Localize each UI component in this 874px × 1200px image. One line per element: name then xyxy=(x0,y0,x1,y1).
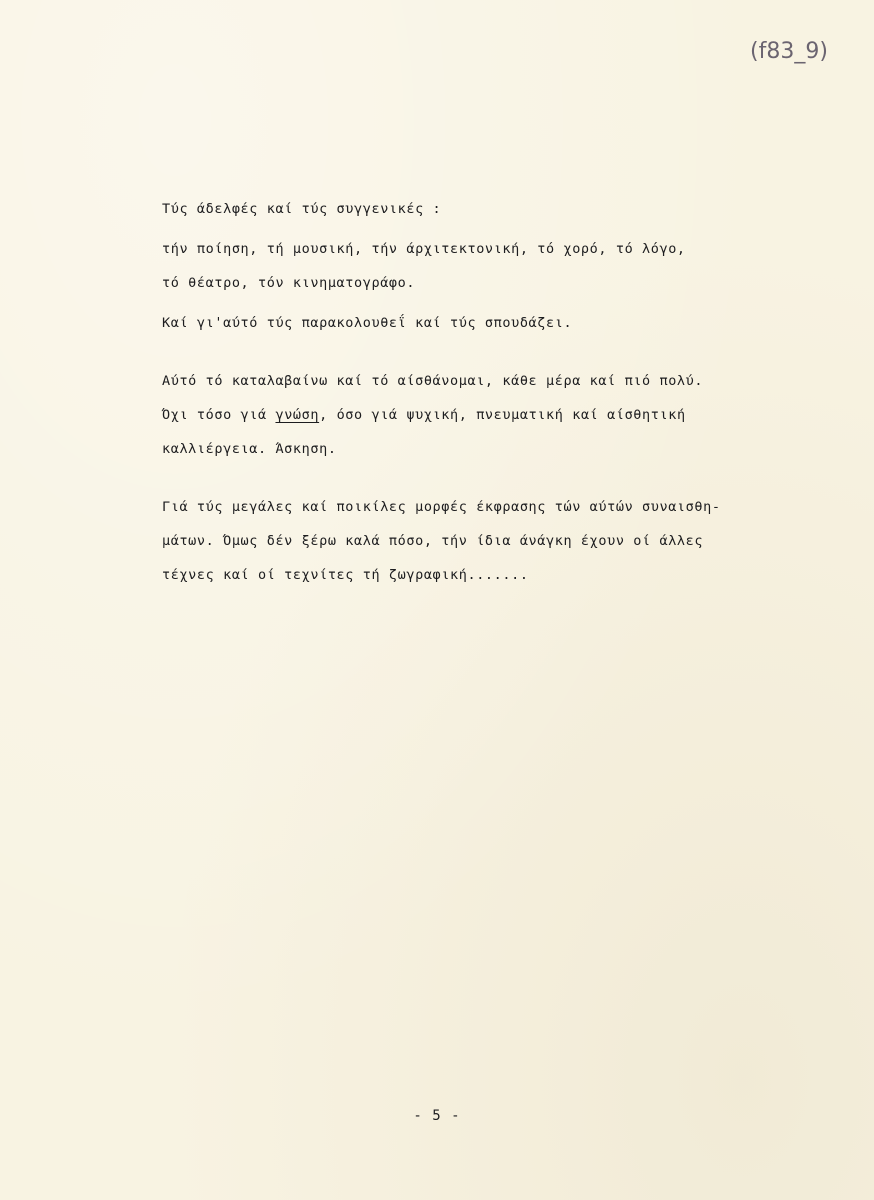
text-line: τό θέατρο, τόν κινηματογράφο. xyxy=(162,275,416,291)
archive-handwritten-mark xyxy=(748,26,840,70)
text-line: Καί γι'αύτό τύς παρακολουθεΐ καί τύς σπουδάζει. xyxy=(162,315,573,331)
text-line: Αύτό τό καταλαβαίνω καί τό αίσθάνομαι, κάθε μέρα καί πιό πολύ. xyxy=(162,373,704,389)
text-line xyxy=(162,398,762,432)
text-line: καλλιέργεια. Άσκηση. xyxy=(162,441,337,457)
page-number: - 5 - xyxy=(413,1108,461,1124)
underlined-word: γνώση xyxy=(275,407,320,423)
text-segment: Όχι τόσο γιά xyxy=(162,407,276,423)
text-line: Γιά τύς μεγάλες καί ποικίλες μορφές έκφρασης τών αύτών συναισθη- xyxy=(162,499,721,515)
typed-text-body xyxy=(162,192,762,592)
text-segment: , όσο γιά ψυχική, πνευματική καί αίσθητική xyxy=(319,407,686,423)
text-line: τέχνες καί οί τεχνίτες τή ζωγραφική....... xyxy=(162,567,529,583)
text-line: τήν ποίηση, τή μουσική, τήν άρχιτεκτονική, τό χορό, τό λόγο, xyxy=(162,241,686,257)
text-line: μάτων. Όμως δέν ξέρω καλά πόσο, τήν ίδια άνάγκη έχουν οί άλλες xyxy=(162,533,704,549)
archive-mark-text: (f83_9) xyxy=(750,39,828,64)
text-line: Τύς άδελφές καί τύς συγγενικές : xyxy=(162,201,442,217)
